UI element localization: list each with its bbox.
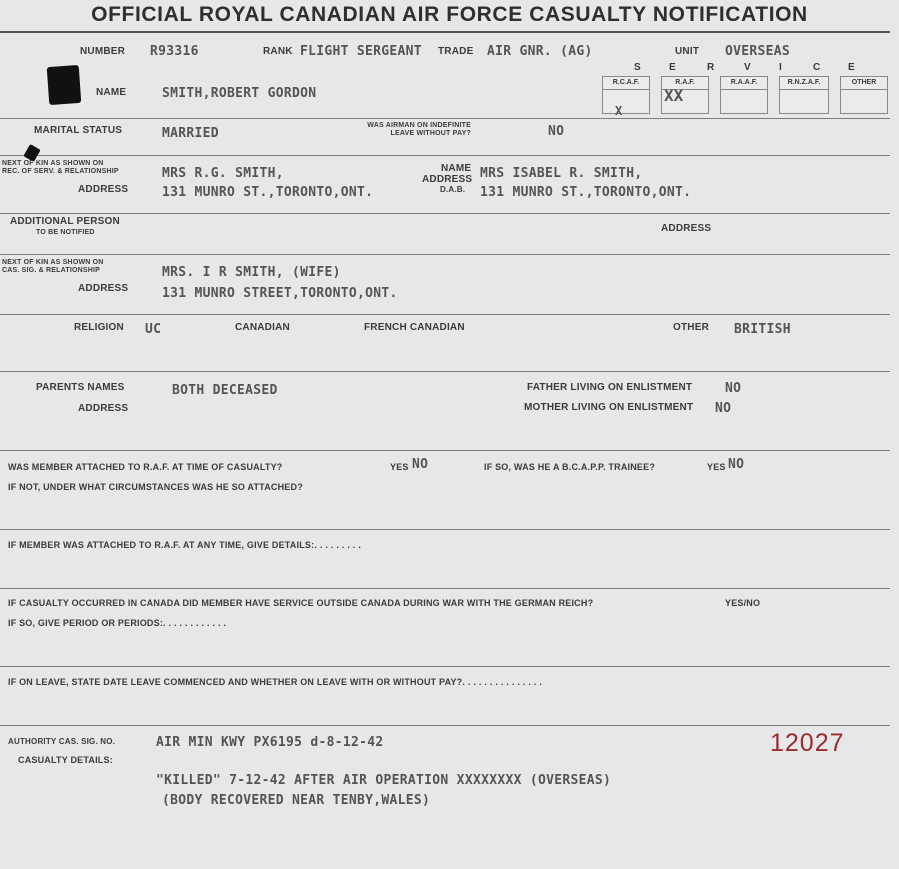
service-letter: E xyxy=(669,62,676,73)
bcatp-yes-label: YES xyxy=(707,462,726,472)
leave-value: NO xyxy=(548,124,565,139)
additional-address-label: ADDRESS xyxy=(661,223,712,234)
service-letter: R xyxy=(707,62,715,73)
religion-label: RELIGION xyxy=(74,322,124,333)
dab-address-value: 131 MUNRO ST.,TORONTO,ONT. xyxy=(480,185,692,200)
casualty-details-line1: "KILLED" 7-12-42 AFTER AIR OPERATION XXXXXXXX (OVERSEAS) xyxy=(156,773,612,788)
rcaf-box-label: R.C.A.F. xyxy=(603,77,649,90)
nok-rec-label-line2: REC. OF SERV. & RELATIONSHIP xyxy=(2,168,119,175)
rule xyxy=(0,529,890,530)
casualty-details-line2: (BODY RECOVERED NEAR TENBY,WALES) xyxy=(162,793,431,808)
authority-label: AUTHORITY CAS. SIG. NO. xyxy=(8,737,116,746)
rule xyxy=(0,213,890,214)
periods-question: IF SO, GIVE PERIOD OR PERIODS:............ xyxy=(8,618,230,628)
father-living-value: NO xyxy=(725,381,742,396)
nok-cas-label xyxy=(2,259,104,275)
nok-cas-name-value: MRS. I R SMITH, (WIFE) xyxy=(162,265,341,280)
raf-any-time-text: IF MEMBER WAS ATTACHED TO R.A.F. AT ANY TIME, GIVE DETAILS: xyxy=(8,540,315,550)
raf-mark: XX xyxy=(664,86,684,105)
rule xyxy=(0,371,890,372)
nok-cas-label-line1: NEXT OF KIN AS SHOWN ON xyxy=(2,259,104,266)
french-canadian-label: FRENCH CANADIAN xyxy=(364,322,465,333)
other-box-label: OTHER xyxy=(841,77,887,90)
raf-any-time-question: IF MEMBER WAS ATTACHED TO R.A.F. AT ANY TIME, GIVE DETAILS:......... xyxy=(8,540,364,550)
rule xyxy=(0,254,890,255)
additional-person-label: ADDITIONAL PERSON xyxy=(10,216,120,227)
name-label: NAME xyxy=(96,87,127,98)
nok-rec-address-label: ADDRESS xyxy=(78,184,129,195)
dab-address-label: ADDRESS xyxy=(422,174,473,185)
mother-living-value: NO xyxy=(715,401,732,416)
service-letter: C xyxy=(813,62,821,73)
nok-rec-address-value: 131 MUNRO ST.,TORONTO,ONT. xyxy=(162,185,374,200)
other-value: BRITISH xyxy=(734,322,791,337)
number-label: NUMBER xyxy=(80,46,126,57)
other-label: OTHER xyxy=(673,322,709,333)
casualty-details-label: CASUALTY DETAILS: xyxy=(18,755,113,765)
rnzaf-box[interactable] xyxy=(779,76,829,114)
nok-cas-label-line2: CAS. SIG. & RELATIONSHIP xyxy=(2,267,101,274)
raf-no-value: NO xyxy=(412,457,429,472)
rule xyxy=(0,666,890,667)
other-box[interactable] xyxy=(840,76,888,114)
form-title: OFFICIAL ROYAL CANADIAN AIR FORCE CASUALTY NOTIFICATION xyxy=(91,3,808,26)
authority-value: AIR MIN KWY PX6195 d-8-12-42 xyxy=(156,735,384,750)
rule xyxy=(0,118,890,119)
leave-question-line1: WAS AIRMAN ON INDEFINITE xyxy=(367,122,471,129)
rcaf-box[interactable] xyxy=(602,76,650,114)
file-number: 12027 xyxy=(770,729,845,757)
bcatp-no-value: NO xyxy=(728,457,745,472)
religion-value: UC xyxy=(145,322,162,337)
number-value: R93316 xyxy=(150,44,199,59)
service-letter: E xyxy=(848,62,855,73)
rule xyxy=(0,450,890,451)
nok-rec-label xyxy=(2,160,119,176)
rnzaf-box-label: R.N.Z.A.F. xyxy=(780,77,828,90)
marital-status-value: MARRIED xyxy=(162,126,219,141)
rank-value: FLIGHT SERGEANT xyxy=(300,44,422,59)
nok-rec-label-line1: NEXT OF KIN AS SHOWN ON xyxy=(2,160,104,167)
nok-cas-address-value: 131 MUNRO STREET,TORONTO,ONT. xyxy=(162,286,398,301)
dab-label: D.A.B. xyxy=(440,185,466,194)
on-leave-text: IF ON LEAVE, STATE DATE LEAVE COMMENCED AND WHETHER ON LEAVE WITH OR WITHOUT PAY? xyxy=(8,677,463,687)
service-letter: I xyxy=(779,62,782,73)
father-living-label: FATHER LIVING ON ENLISTMENT xyxy=(527,382,693,393)
periods-text: IF SO, GIVE PERIOD OR PERIODS: xyxy=(8,618,164,628)
rule xyxy=(0,31,890,33)
unit-label: UNIT xyxy=(675,46,700,57)
trade-label: TRADE xyxy=(438,46,474,57)
canada-question: IF CASUALTY OCCURRED IN CANADA DID MEMBER HAVE SERVICE OUTSIDE CANADA DURING WAR WITH THE GERMAN REICH? xyxy=(8,598,594,608)
raaf-box[interactable] xyxy=(720,76,768,114)
on-leave-question: IF ON LEAVE, STATE DATE LEAVE COMMENCED AND WHETHER ON LEAVE WITH OR WITHOUT PAY?............... xyxy=(8,677,545,687)
rule xyxy=(0,588,890,589)
unit-value: OVERSEAS xyxy=(725,44,791,59)
raf-yes-label: YES xyxy=(390,462,409,472)
parents-names-label: PARENTS NAMES xyxy=(36,382,125,393)
canadian-label: CANADIAN xyxy=(235,322,290,333)
raf-box-label: R.A.F. xyxy=(662,77,708,90)
dab-name-label: NAME xyxy=(441,163,472,174)
parents-value: BOTH DECEASED xyxy=(172,383,278,398)
redaction-blot xyxy=(47,65,82,105)
rank-label: RANK xyxy=(263,46,293,57)
marital-status-label: MARITAL STATUS xyxy=(34,125,123,136)
mother-living-label: MOTHER LIVING ON ENLISTMENT xyxy=(524,402,694,413)
canada-yes-no: YES/NO xyxy=(725,598,761,608)
leave-question xyxy=(345,122,471,138)
bcatp-question: IF SO, WAS HE A B.C.A.P.P. TRAINEE? xyxy=(484,462,656,472)
parents-address-label: ADDRESS xyxy=(78,403,129,414)
rule xyxy=(0,155,890,156)
name-value: SMITH,ROBERT GORDON xyxy=(162,86,317,101)
raf-attached-question: WAS MEMBER ATTACHED TO R.A.F. AT TIME OF CASUALTY? xyxy=(8,462,283,472)
raaf-box-label: R.A.A.F. xyxy=(721,77,767,90)
rule xyxy=(0,725,890,726)
service-letter: S xyxy=(634,62,641,73)
rcaf-mark: X xyxy=(615,104,623,118)
leave-question-line2: LEAVE WITHOUT PAY? xyxy=(390,130,471,137)
circumstances-question: IF NOT, UNDER WHAT CIRCUMSTANCES WAS HE SO ATTACHED? xyxy=(8,482,303,492)
additional-person-sublabel: TO BE NOTIFIED xyxy=(36,229,95,236)
nok-rec-name-value: MRS R.G. SMITH, xyxy=(162,166,284,181)
dab-name-value: MRS ISABEL R. SMITH, xyxy=(480,166,643,181)
service-letter: V xyxy=(744,62,751,73)
rule xyxy=(0,314,890,315)
nok-cas-address-label: ADDRESS xyxy=(78,283,129,294)
trade-value: AIR GNR. (AG) xyxy=(487,44,593,59)
